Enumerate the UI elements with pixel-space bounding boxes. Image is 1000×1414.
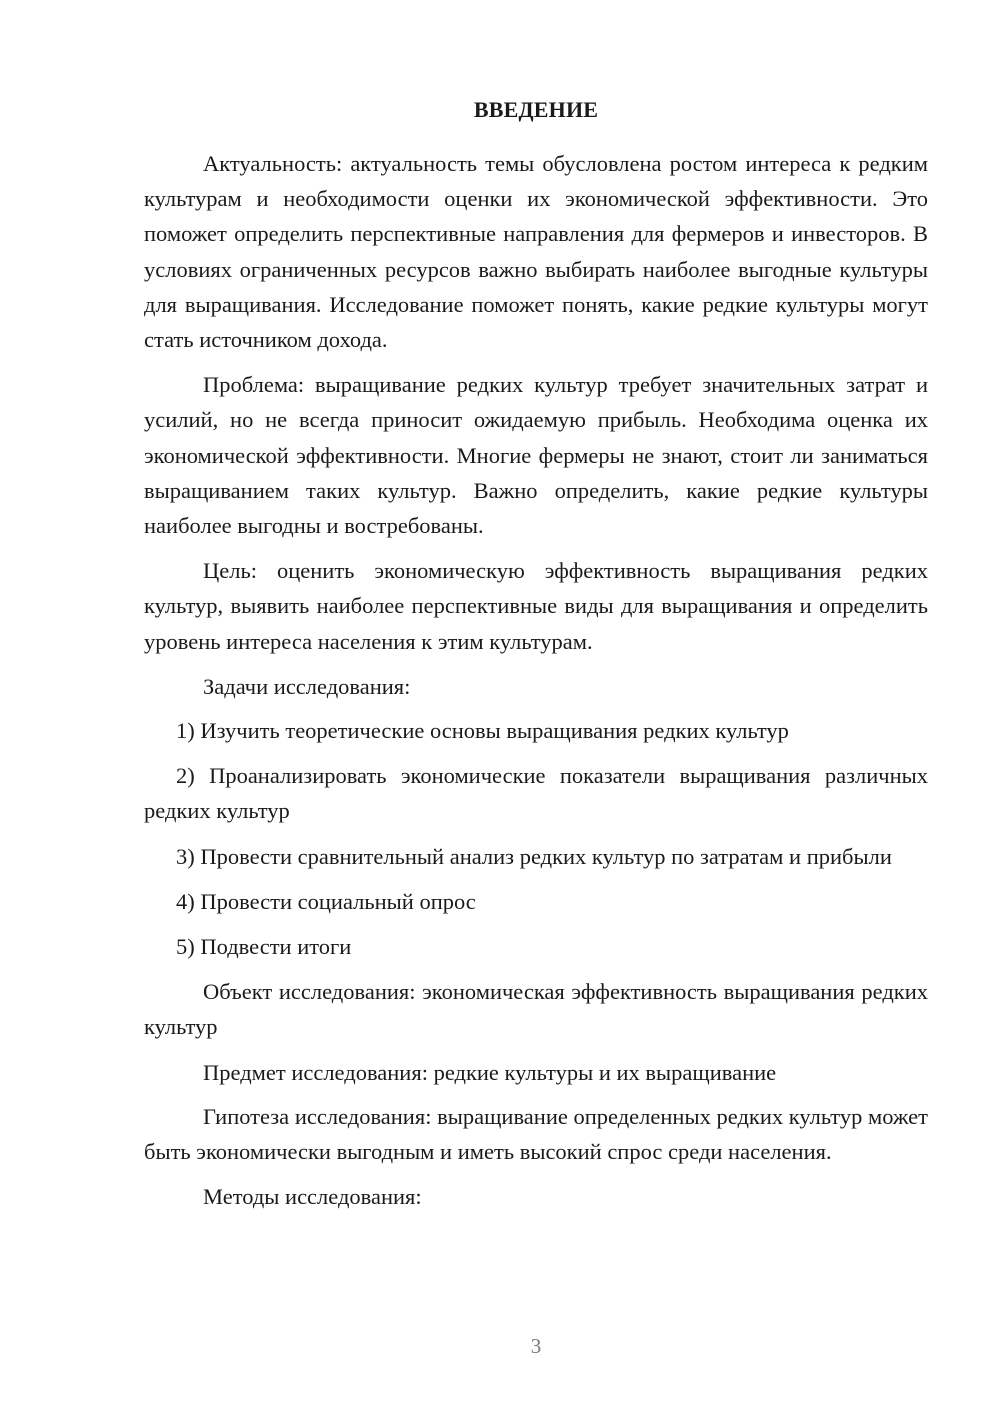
object-paragraph: Объект исследования: экономическая эффективность выращивания редких культур xyxy=(144,979,928,1040)
hypothesis-paragraph: Гипотеза исследования: выращивание определенных редких культур может быть экономически выгодным и иметь высокий спрос среди населения. xyxy=(144,1103,928,1165)
task-item-3: 3) Провести сравнительный анализ редких культур по затратам и прибыли xyxy=(176,843,892,869)
task-item-5: 5) Подвести итоги xyxy=(176,934,352,960)
task-item-1: 1) Изучить теоретические основы выращивания редких культур xyxy=(176,718,789,744)
relevance-paragraph: Актуальность: актуальность темы обусловлена ростом интереса к редким культурам и необходимости оценки их экономической эффективности. Это поможет определить перспективные направления для фермеров и инвесторов. В условиях ограниченных ресурсов важно выбирать наиболее выгодные культуры для выращивания. Исследование поможет понять, какие редкие культуры могут стать источником дохода. xyxy=(144,151,928,353)
task-item-4: 4) Провести социальный опрос xyxy=(176,888,476,914)
task-item-2: 2) Проанализировать экономические показатели выращивания различных редких культур xyxy=(144,763,928,824)
page-number: 3 xyxy=(530,1334,542,1358)
subject-paragraph: Предмет исследования: редкие культуры и их выращивание xyxy=(203,1059,777,1085)
methods-paragraph: Методы исследования: xyxy=(203,1184,422,1210)
page-title: ВВЕДЕНИЕ xyxy=(473,97,599,122)
goal-paragraph: Цель: оценить экономическую эффективность выращивания редких культур, выявить наиболее перспективные виды для выращивания и определить уровень интереса населения к этим культурам. xyxy=(144,558,928,654)
page-content xyxy=(144,92,928,1223)
problem-paragraph: Проблема: выращивание редких культур требует значительных затрат и усилий, но не всегда приносит ожидаемую прибыль. Необходима оценка их экономической эффективности. Многие фермеры не знают, стоит ли заниматься выращиванием таких культур. Важно определить, какие редкие культуры наиболее выгодны и востребованы. xyxy=(144,372,928,539)
tasks-intro: Задачи исследования: xyxy=(203,673,411,699)
